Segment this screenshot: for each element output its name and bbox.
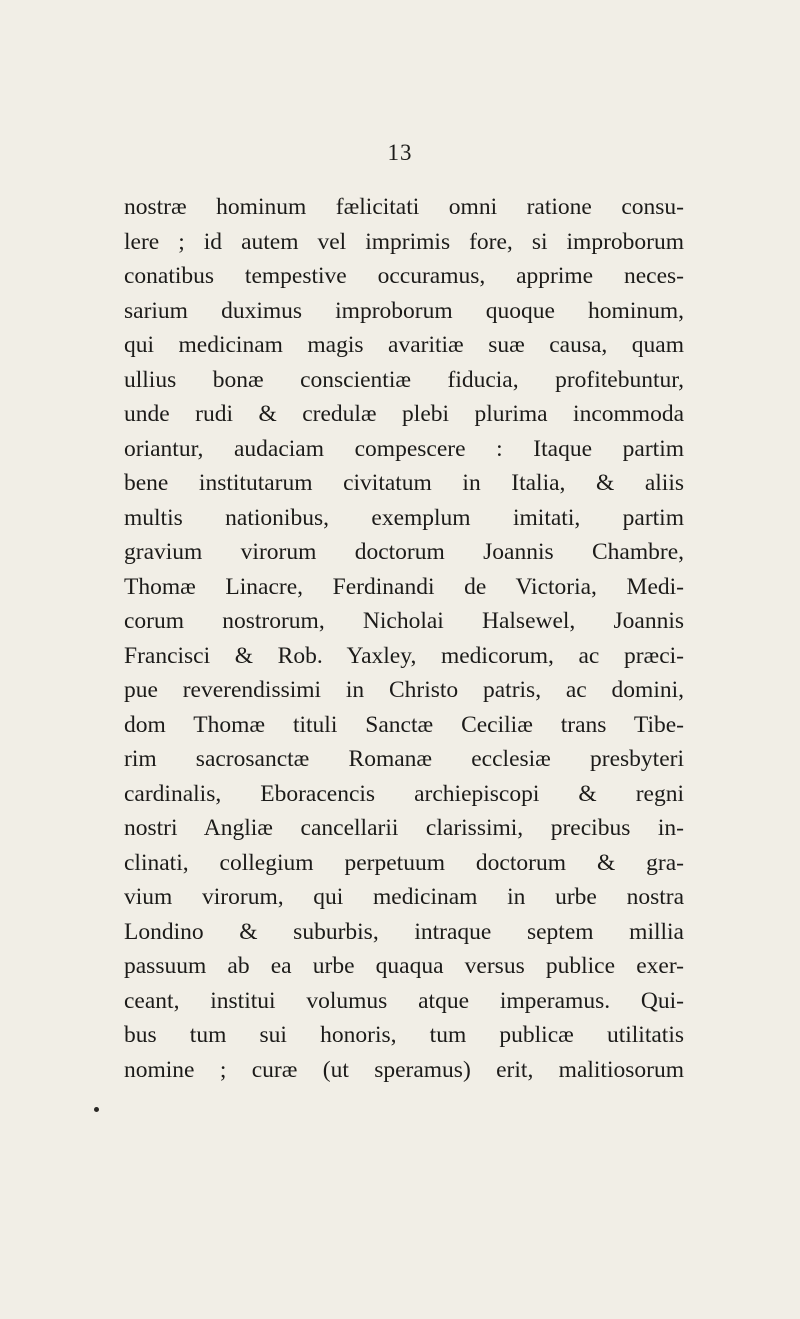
text-line: Francisci & Rob. Yaxley, medicorum, ac præci- bbox=[124, 642, 684, 669]
text-line: gravium virorum doctorum Joannis Chambre, bbox=[124, 539, 684, 565]
text-line: bene institutarum civitatum in Italia, & aliis bbox=[124, 470, 684, 496]
text-line: vium virorum, qui medicinam in urbe nostra bbox=[124, 884, 684, 910]
text-line: oriantur, audaciam compescere : Itaque partim bbox=[124, 435, 684, 462]
text-line: multis nationibus, exemplum imitati, partim bbox=[124, 504, 684, 531]
text-line: corum nostrorum, Nicholai Halsewel, Joannis bbox=[124, 608, 684, 634]
text-line: dom Thomæ tituli Sanctæ Ceciliæ trans Tibe- bbox=[124, 711, 684, 738]
text-line: cardinalis, Eboracencis archiepiscopi & regni bbox=[124, 780, 684, 807]
text-line: clinati, collegium perpetuum doctorum & gra- bbox=[124, 849, 684, 876]
page-number: 13 bbox=[387, 140, 413, 165]
text-line: Thomæ Linacre, Ferdinandi de Victoria, Medi- bbox=[124, 573, 684, 600]
text-line: qui medicinam magis avaritiæ suæ causa, quam bbox=[124, 332, 684, 358]
text-line: rim sacrosanctæ Romanæ ecclesiæ presbyteri bbox=[124, 746, 684, 772]
text-line: bus tum sui honoris, tum publicæ utilitatis bbox=[124, 1022, 684, 1048]
text-line: ceant, institui volumus atque imperamus. Qui- bbox=[124, 987, 684, 1014]
text-line: lere ; id autem vel imprimis fore, si improborum bbox=[124, 228, 684, 255]
text-line: sarium duximus improborum quoque hominum, bbox=[124, 297, 684, 324]
body-text bbox=[124, 190, 684, 1087]
text-line: passuum ab ea urbe quaqua versus publice exer- bbox=[124, 953, 684, 979]
ink-speck bbox=[94, 1107, 99, 1112]
text-line: pue reverendissimi in Christo patris, ac domini, bbox=[124, 677, 684, 703]
text-line: nomine ; curæ (ut speramus) erit, malitiosorum bbox=[124, 1056, 684, 1083]
text-line: nostri Angliæ cancellarii clarissimi, precibus in- bbox=[124, 815, 684, 841]
text-line: Londino & suburbis, intraque septem millia bbox=[124, 918, 684, 945]
text-line: nostræ hominum fælicitati omni ratione consu- bbox=[124, 194, 684, 220]
text-line: ullius bonæ conscientiæ fiducia, profitebuntur, bbox=[124, 366, 684, 393]
text-line: conatibus tempestive occuramus, apprime neces- bbox=[124, 263, 684, 289]
text-line: unde rudi & credulæ plebi plurima incommoda bbox=[124, 401, 684, 427]
